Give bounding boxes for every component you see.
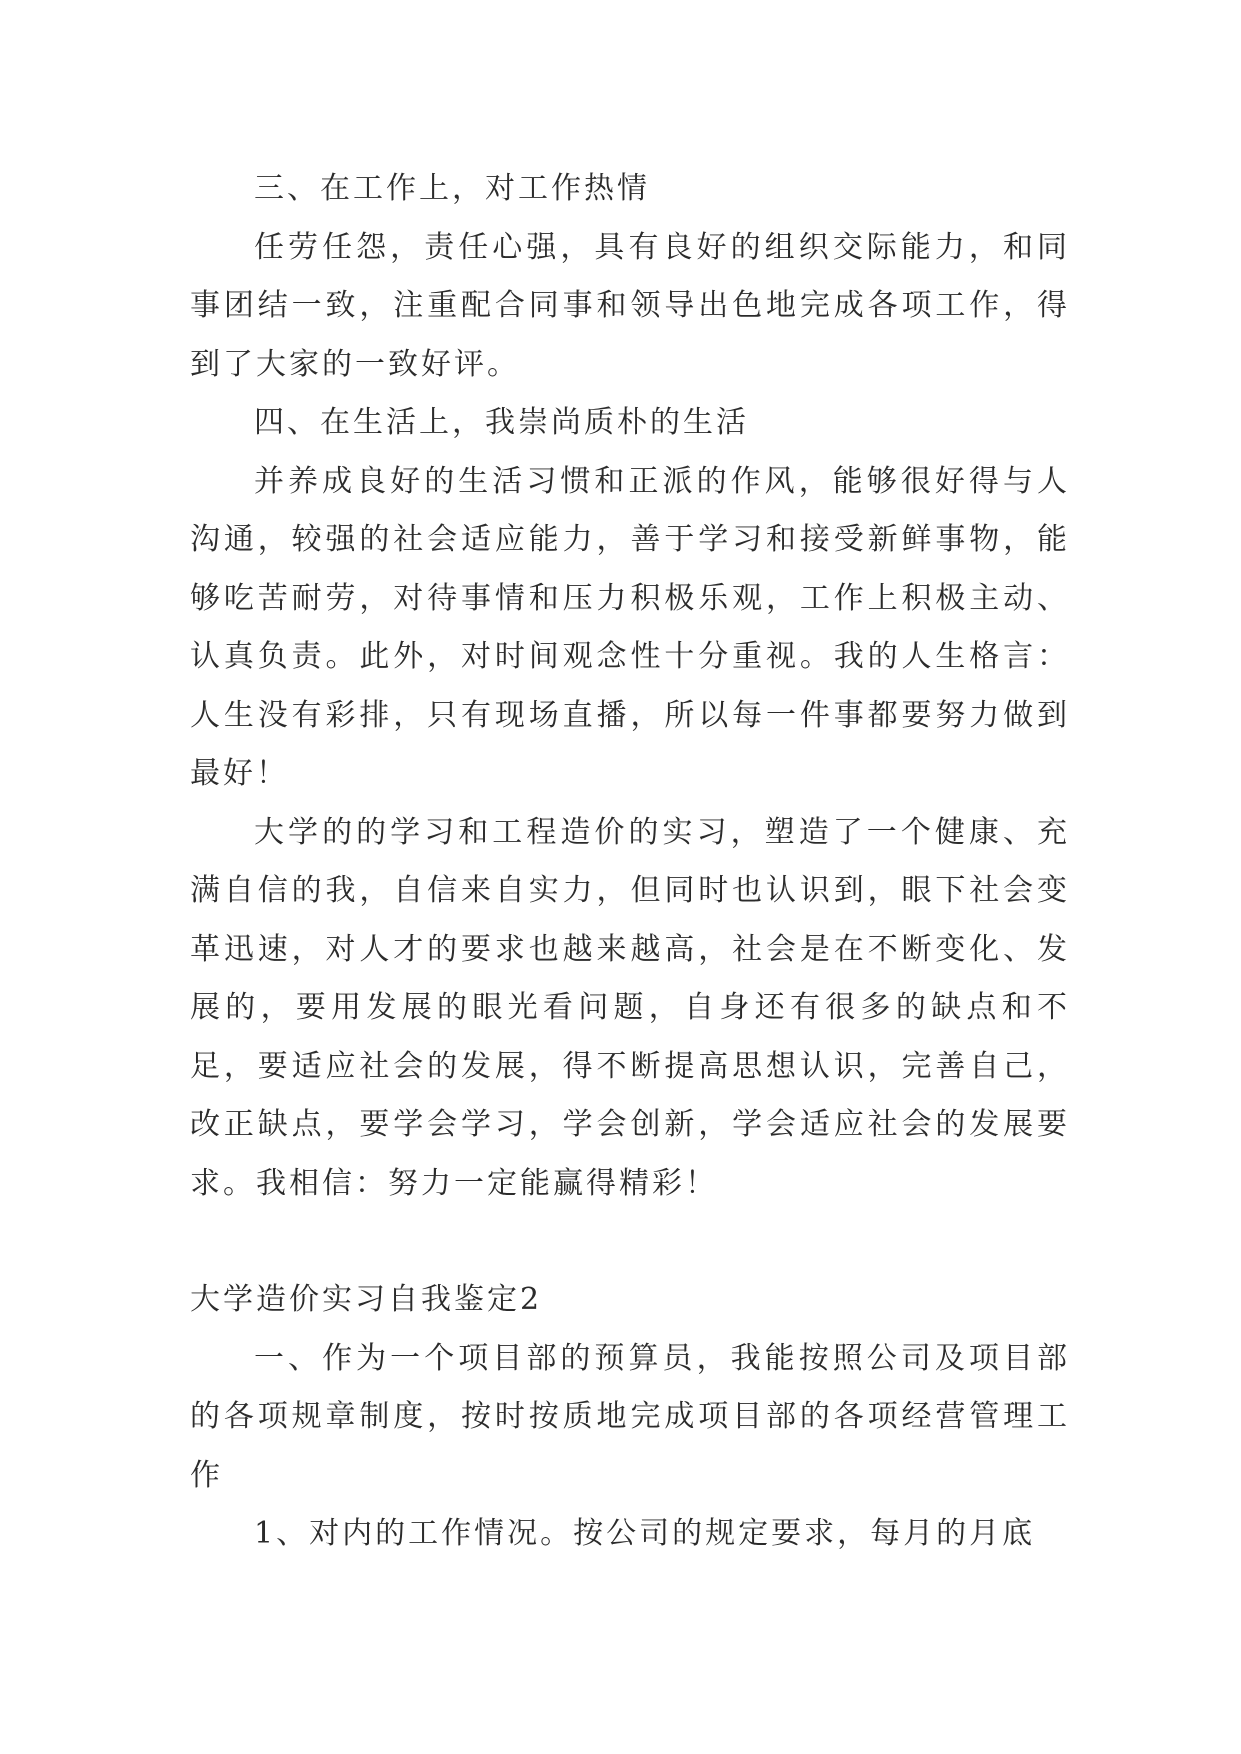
section-heading-life: 四、在生活上，我崇尚质朴的生活 — [254, 405, 749, 440]
section-heading-budget: 一、作为一个项目部的预算员，我能按照公司及项目部的各项规章制度，按时按质地完成项目部的各项经营管理工作 — [190, 1340, 1070, 1493]
paragraph-internal-work: 1、对内的工作情况。按公司的规定要求，每月的月底 — [254, 1516, 1036, 1551]
paragraph-life: 并养成良好的生活习惯和正派的作风，能够很好得与人沟通，较强的社会适应能力，善于学习和接受新鲜事物，能够吃苦耐劳，对待事情和压力积极乐观，工作上积极主动、认真负责。此外，对时间观念性十分重视。我的人生格言：人生没有彩排，只有现场直播，所以每一件事都要努力做到最好！ — [190, 463, 1070, 791]
paragraph-work: 任劳任怨，责任心强，具有良好的组织交际能力，和同事团结一致，注重配合同事和领导出色地完成各项工作，得到了大家的一致好评。 — [190, 229, 1070, 382]
document-body — [190, 160, 1070, 1564]
section-heading-work: 三、在工作上，对工作热情 — [254, 171, 650, 206]
document-section-title: 大学造价实习自我鉴定2 — [190, 1282, 543, 1317]
paragraph-summary: 大学的的学习和工程造价的实习，塑造了一个健康、充满自信的我，自信来自实力，但同时也认识到，眼下社会变革迅速，对人才的要求也越来越高，社会是在不断变化、发展的，要用发展的眼光看问题，自身还有很多的缺点和不足，要适应社会的发展，得不断提高思想认识，完善自己，改正缺点，要学会学习，学会创新，学会适应社会的发展要求。我相信：努力一定能赢得精彩！ — [190, 814, 1070, 1201]
